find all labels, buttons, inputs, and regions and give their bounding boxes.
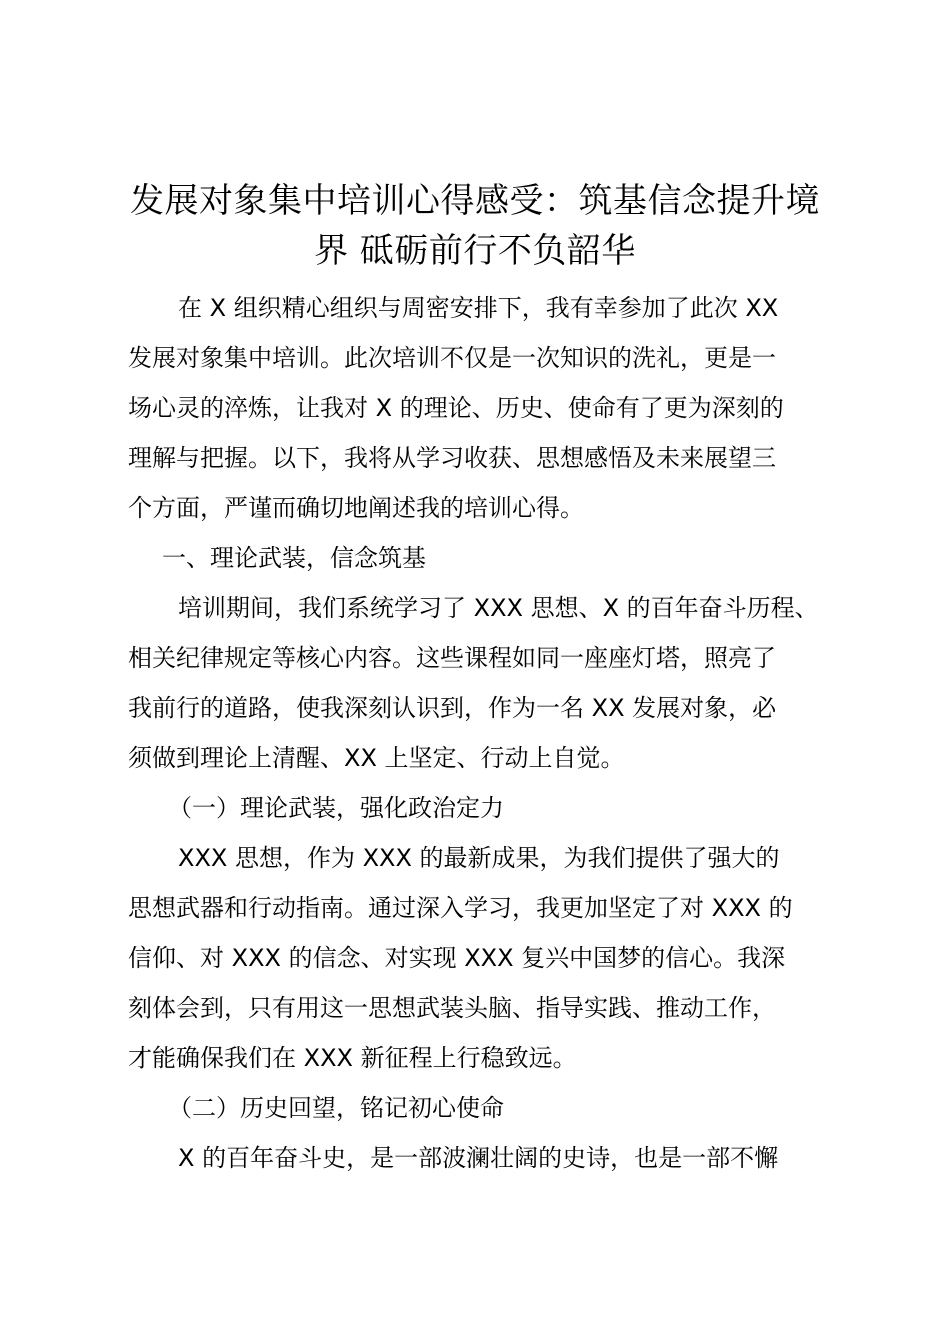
paragraph-line: 须做到理论上清醒、XX 上坚定、行动上自觉。 <box>128 744 625 772</box>
paragraph-line: 才能确保我们在 XXX 新征程上行稳致远。 <box>128 1044 577 1072</box>
paragraph-history <box>128 1133 838 1183</box>
paragraph-line: 刻体会到，只有用这一思想武装头脑、指导实践、推动工作， <box>128 994 776 1022</box>
paragraph-line: 发展对象集中培训。此次培训不仅是一次知识的洗礼，更是一 <box>128 344 776 372</box>
document-title <box>118 176 832 276</box>
paragraph-thought <box>128 833 838 1083</box>
paragraph-intro <box>128 283 838 533</box>
paragraph-line: 个方面，严谨而确切地阐述我的培训心得。 <box>128 494 584 522</box>
paragraph-line: 培训期间，我们系统学习了 XXX 思想、X 的百年奋斗历程、 <box>178 594 819 622</box>
paragraph-line: X 的百年奋斗史，是一部波澜壮阔的史诗，也是一部不懈 <box>178 1144 779 1172</box>
subsection-heading-2: （二）历史回望，铭记初心使命 <box>168 1094 504 1122</box>
paragraph-line: XXX 思想，作为 XXX 的最新成果，为我们提供了强大的 <box>178 844 780 872</box>
paragraph-line: 在 X 组织精心组织与周密安排下，我有幸参加了此次 XX <box>178 294 779 322</box>
paragraph-theory <box>128 583 838 783</box>
subsection-heading-1: （一）理论武装，强化政治定力 <box>168 794 504 822</box>
paragraph-line: 理解与把握。以下，我将从学习收获、思想感悟及未来展望三 <box>128 444 776 472</box>
paragraph-line: 场心灵的淬炼，让我对 X 的理论、历史、使命有了更为深刻的 <box>128 394 784 422</box>
paragraph-line: 信仰、对 XXX 的信念、对实现 XXX 复兴中国梦的信心。我深 <box>128 944 786 972</box>
paragraph-line: 思想武器和行动指南。通过深入学习，我更加坚定了对 XXX 的 <box>128 894 793 922</box>
document-body <box>128 283 838 1183</box>
paragraph-line: 相关纪律规定等核心内容。这些课程如同一座座灯塔，照亮了 <box>128 644 776 672</box>
title-line-1: 发展对象集中培训心得感受：筑基信念提升境 <box>130 181 820 221</box>
paragraph-line: 我前行的道路，使我深刻认识到，作为一名 XX 发展对象，必 <box>128 694 777 722</box>
title-line-2: 界 砥砺前行不负韶华 <box>314 231 636 271</box>
section-heading: 一、理论武装，信念筑基 <box>162 544 426 572</box>
